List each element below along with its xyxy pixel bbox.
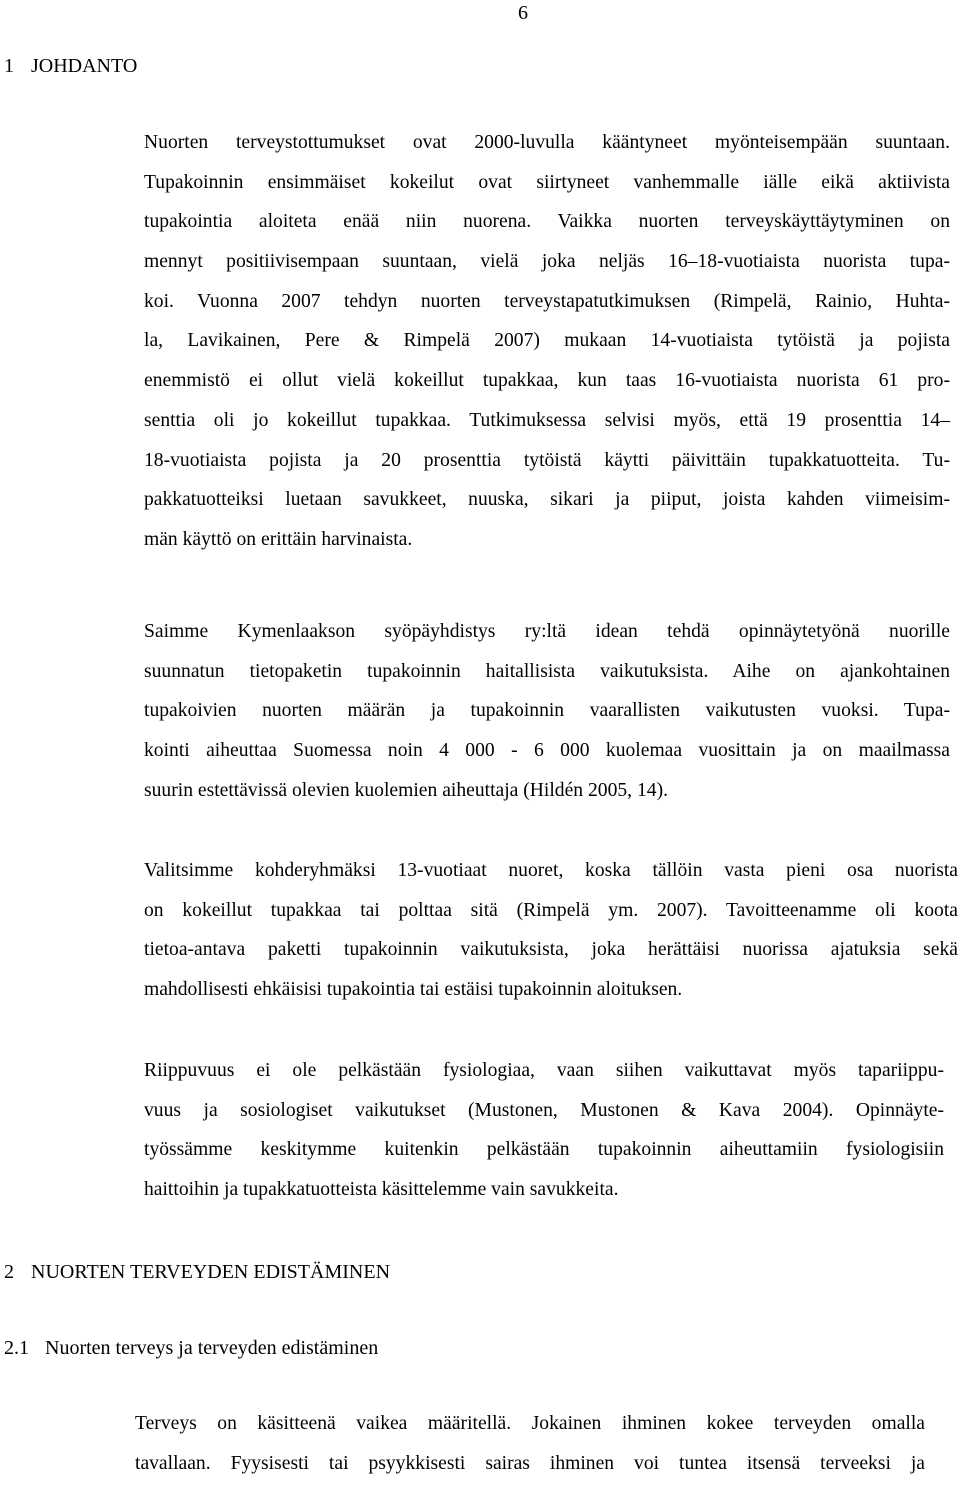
text-line: työssämme keskitymme kuitenkin pelkästään tupakoinnin aiheuttamiin fysiologisiin <box>144 1139 944 1161</box>
text-line: Valitsimme kohderyhmäksi 13-vuotiaat nuoret, koska tällöin vasta pieni osa nuorista <box>144 860 958 881</box>
section-heading-nuorten-terveyden-edistaminen <box>4 1260 390 1284</box>
text-line: Nuorten terveystottumukset ovat 2000-luvulla kääntyneet myönteisempään suuntaan. <box>144 132 950 153</box>
paragraph-thesis-idea <box>144 620 950 818</box>
text-line: tavallaan. Fyysisesti tai psyykkisesti sairas ihminen voi tuntea itsensä terveeksi ja <box>135 1452 925 1474</box>
text-line: mennyt positiivisempaan suuntaan, vielä joka neljäs 16–18-vuotiaista nuorista tupa- <box>144 251 950 273</box>
page-number: 6 <box>518 2 528 24</box>
text-line: tupakointia aloiteta enää niin nuorena. Vaikka nuorten terveyskäyttäytyminen on <box>144 211 950 233</box>
text-line: Terveys on käsitteenä vaikea määritellä. Jokainen ihminen kokee terveyden omalla <box>135 1413 925 1434</box>
paragraph-dependency <box>144 1059 944 1218</box>
text-line: enemmistö ei ollut vielä kokeillut tupakkaa, kun taas 16-vuotiaista nuorista 61 pro- <box>144 370 950 392</box>
section-number: 2 <box>4 1261 14 1283</box>
section-number: 2.1 <box>4 1337 29 1359</box>
text-line: suunnatun tietopaketin tupakoinnin haitallisista vaikutuksista. Aihe on ajankohtainen <box>144 660 950 682</box>
text-line: pakkatuotteiksi luetaan savukkeet, nuuska, sikari ja piiput, joista kahden viimeisim- <box>144 489 950 511</box>
subsection-heading-nuorten-terveys <box>4 1336 378 1360</box>
text-line: kointi aiheuttaa Suomessa noin 4 000 - 6 000 kuolemaa vuosittain ja on maailmassa <box>144 740 950 762</box>
section-title: NUORTEN TERVEYDEN EDISTÄMINEN <box>31 1261 391 1283</box>
section-number: 1 <box>4 55 14 77</box>
text-line: 18-vuotiaista pojista ja 20 prosenttia tytöistä käytti päivittäin tupakkatuotteita. Tu- <box>144 449 950 471</box>
text-line: haittoihin ja tupakkatuotteista käsittelemme vain savukkeita. <box>144 1179 619 1201</box>
text-line: tupakoivien nuorten määrän ja tupakoinnin vaarallisten vaikutusten vuoksi. Tupa- <box>144 700 950 722</box>
text-line: Tupakoinnin ensimmäiset kokeilut ovat siirtyneet vanhemmalle iälle eikä aktiivista <box>144 171 950 193</box>
text-line: on kokeillut tupakkaa tai polttaa sitä (Rimpelä ym. 2007). Tavoitteenamme oli koota <box>144 899 958 921</box>
paragraph-health-definition <box>135 1412 925 1491</box>
text-line: senttia oli jo kokeillut tupakkaa. Tutkimuksessa selvisi myös, että 19 prosenttia 14– <box>144 409 950 431</box>
text-line: suurin estettävissä olevien kuolemien aiheuttaja (Hildén 2005, 14). <box>144 779 668 801</box>
text-line: Saimme Kymenlaakson syöpäyhdistys ry:ltä idean tehdä opinnäytetyönä nuorille <box>144 621 950 642</box>
text-line: män käyttö on erittäin harvinaista. <box>144 528 413 550</box>
text-line: tietoa-antava paketti tupakoinnin vaikutuksista, joka herättäisi nuorissa ajatuksia sekä <box>144 939 958 961</box>
text-line: koi. Vuonna 2007 tehdyn nuorten terveystapatutkimuksen (Rimpelä, Rainio, Huhta- <box>144 290 950 312</box>
paragraph-target-group <box>144 859 958 1018</box>
text-line: la, Lavikainen, Pere & Rimpelä 2007) mukaan 14-vuotiaista tytöistä ja pojista <box>144 330 950 352</box>
section-title: JOHDANTO <box>31 55 138 77</box>
paragraph-intro-trends <box>144 131 950 568</box>
text-line: vuus ja sosiologiset vaikutukset (Mustonen, Mustonen & Kava 2004). Opinnäyte- <box>144 1099 944 1121</box>
section-heading-johdanto <box>4 54 137 78</box>
section-title: Nuorten terveys ja terveyden edistäminen <box>45 1337 379 1359</box>
text-line: Riippuvuus ei ole pelkästään fysiologiaa, vaan siihen vaikuttavat myös tapariippu- <box>144 1060 944 1081</box>
text-line: mahdollisesti ehkäisisi tupakointia tai estäisi tupakoinnin aloituksen. <box>144 979 683 1001</box>
